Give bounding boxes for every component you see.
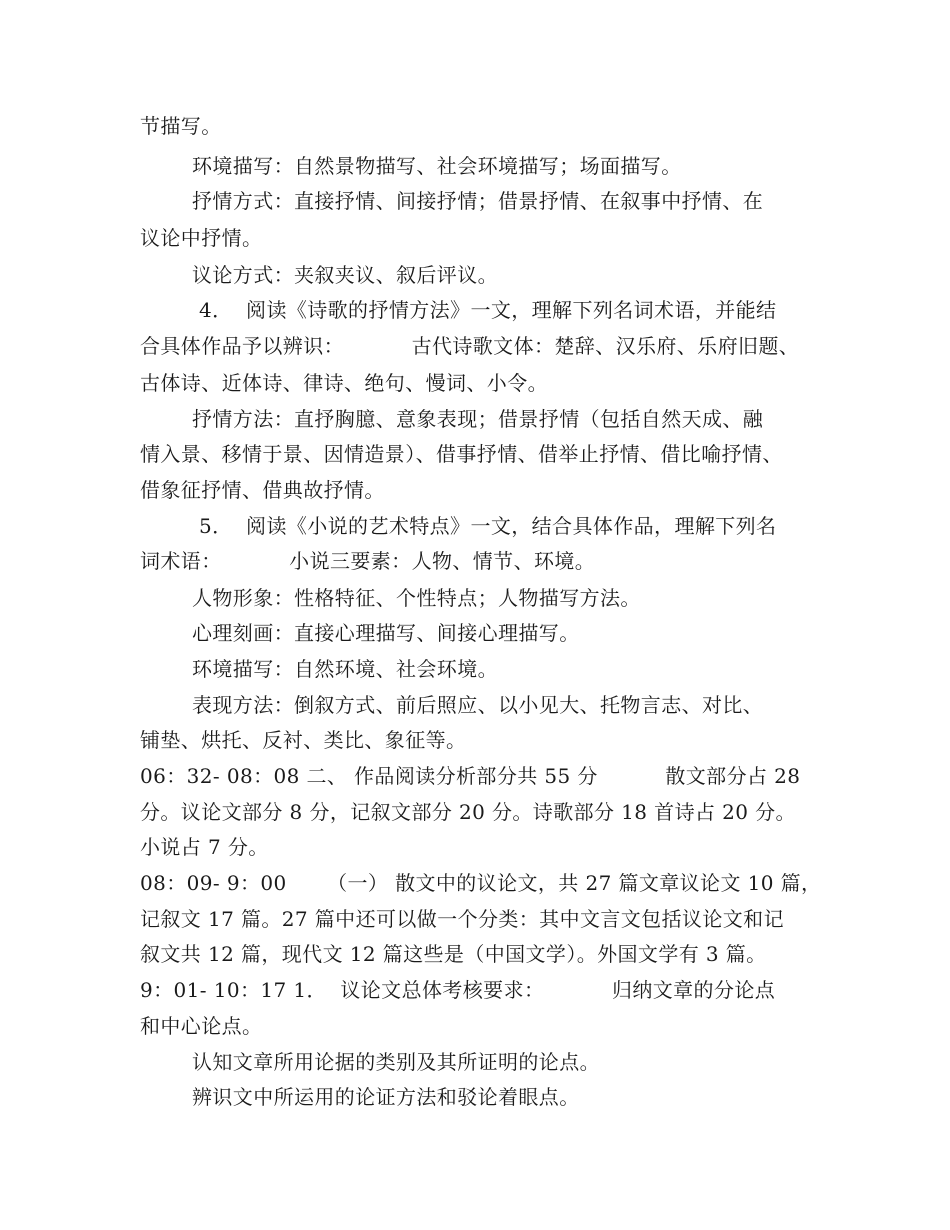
text-line-17: 表现方法：倒叙方式、前后照应、以小见大、托物言志、对比、 [192,693,764,717]
text-line-18: 铺垫、烘托、反衬、类比、象征等。 [140,728,467,752]
text-line-4: 议论中抒情。 [140,226,263,250]
text-line-6: 4． 阅读《诗歌的抒情方法》一文，理解下列名词术语，并能结 [199,298,777,322]
text-line-11: 借象征抒情、借典故抒情。 [140,478,385,502]
text-line-20: 分。议论文部分 8 分，记叙文部分 20 分。诗歌部分 18 首诗占 20 分。 [140,800,796,824]
text-line-25: 9：01- 10：17 1． 议论文总体考核要求： 归纳文章的分论点 [140,978,776,1002]
text-line-28: 辨识文中所运用的论证方法和驳论着眼点。 [192,1085,580,1109]
text-line-7: 合具体作品予以辨识： 古代诗歌文体：楚辞、汉乐府、乐府旧题、 [140,334,800,358]
text-line-15: 心理刻画：直接心理描写、间接心理描写。 [192,621,580,645]
text-line-10: 情入景、移情于景、因情造景）、借事抒情、借举止抒情、借比喻抒情、 [140,442,783,466]
text-line-5: 议论方式：夹叙夹议、叙后评议。 [192,263,498,287]
text-line-16: 环境描写：自然环境、社会环境。 [192,657,498,681]
text-line-8: 古体诗、近体诗、律诗、绝句、慢词、小令。 [140,371,548,395]
text-line-2: 环境描写：自然景物描写、社会环境描写；场面描写。 [192,154,682,178]
text-line-27: 认知文章所用论据的类别及其所证明的论点。 [192,1050,600,1074]
text-line-9: 抒情方法：直抒胸臆、意象表现；借景抒情（包括自然天成、融 [192,407,764,431]
text-line-23: 记叙文 17 篇。27 篇中还可以做一个分类：其中文言文包括议论文和记 [140,907,784,931]
text-line-24: 叙文共 12 篇，现代文 12 篇这些是（中国文学）。外国文学有 3 篇。 [140,942,767,966]
text-line-14: 人物形象：性格特征、个性特点；人物描写方法。 [192,586,641,610]
text-line-21: 小说占 7 分。 [140,835,269,859]
text-line-1: 节描写。 [140,114,222,138]
text-line-12: 5． 阅读《小说的艺术特点》一文，结合具体作品，理解下列名 [199,514,777,538]
text-line-22: 08：09- 9：00 （一） 散文中的议论文，共 27 篇文章议论文 10 篇， [140,871,822,895]
text-line-26: 和中心论点。 [140,1014,263,1038]
text-line-19: 06：32- 08：08 二、 作品阅读分析部分共 55 分 散文部分占 28 [140,764,801,788]
text-line-13: 词术语： 小说三要素：人物、情节、环境。 [140,549,596,573]
text-line-3: 抒情方式：直接抒情、间接抒情；借景抒情、在叙事中抒情、在 [192,189,764,213]
